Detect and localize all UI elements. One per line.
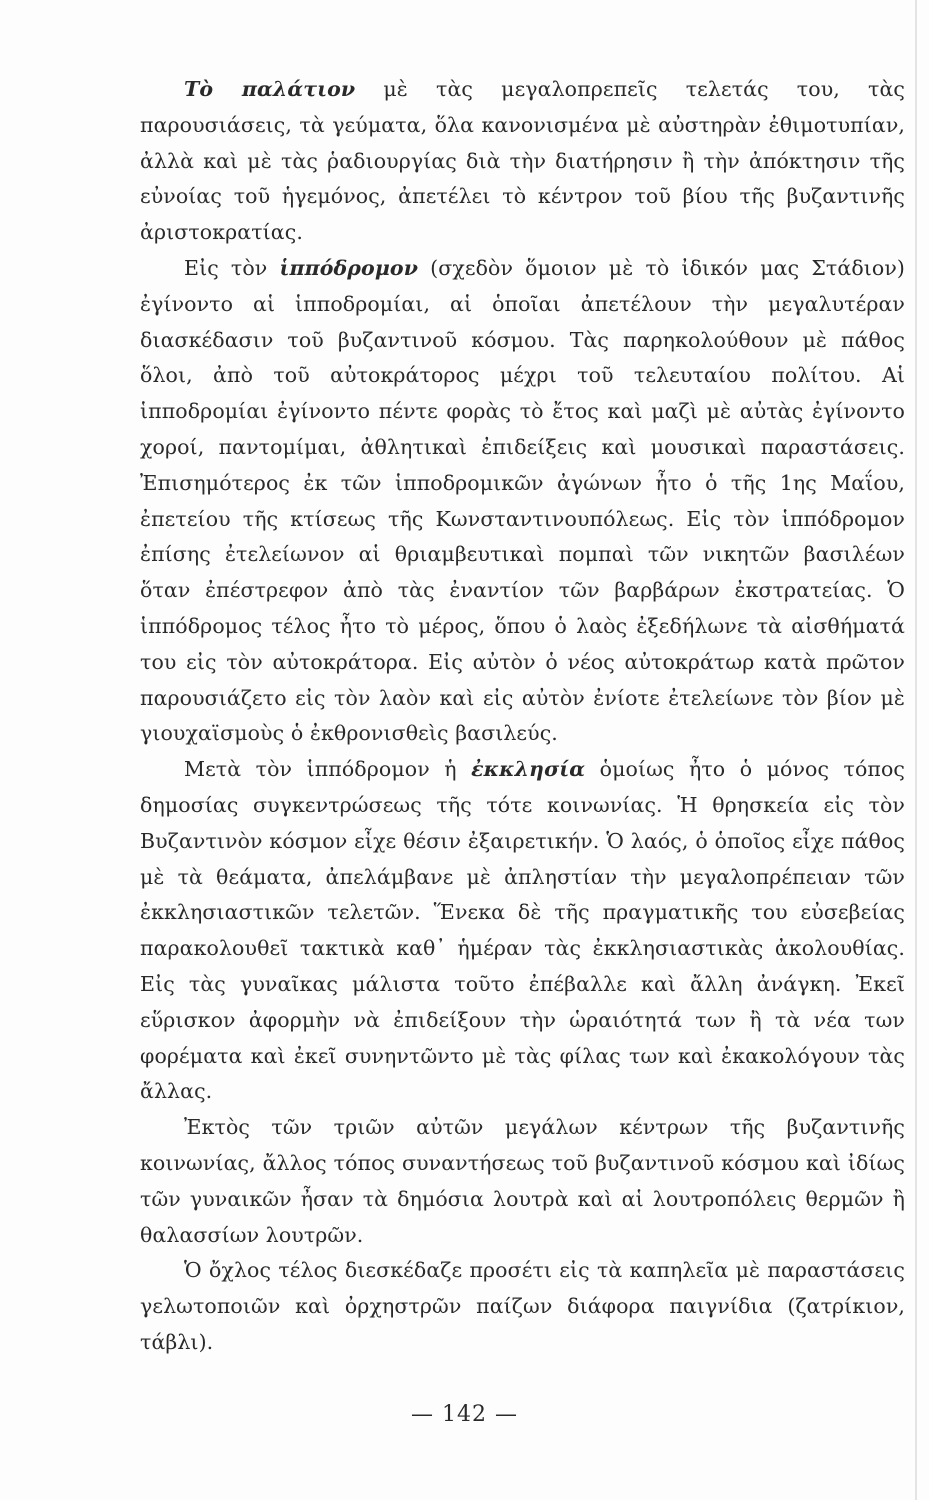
term-hippodrome: ἱππόδρομον (279, 255, 419, 280)
paragraph-text: (σχεδὸν ὅμοιον μὲ τὸ ἰδικόν μας Στάδιον) ἐγίνοντο αἱ ἱπποδρομίαι, αἱ ὁποῖαι ἀπετέλουν τὴν μεγαλυτέραν διασκέδασιν τοῦ βυζαντινοῦ κόσμου. Τὰς παρηκολούθουν μὲ πάθος ὅλοι, ἀπὸ τοῦ αὐτοκράτορος μέχρι τοῦ τελευταίου πολίτου. Αἱ ἱπποδρομίαι ἐγίνοντο πέντε φορὰς τὸ ἔτος καὶ μαζὶ μὲ αὐτὰς ἐγίνοντο χοροί, παντομίμαι, ἀθλητικαὶ ἐπιδείξεις καὶ μουσικαὶ παραστάσεις. Ἐπισημότερος ἐκ τῶν ἱπποδρομικῶν ἀγώνων ἦτο ὁ τῆς 1ης Μαΐου, ἐπετείου τῆς κτίσεως τῆς Κωνσταντινουπόλεως. Εἰς τὸν ἱππόδρομον ἐπίσης ἐτελείωνον αἱ θριαμβευτικαὶ πομπαὶ τῶν νικητῶν βασιλέων ὅταν ἐπέστρεφον ἀπὸ τὰς ἐναντίον τῶν βαρβάρων ἐκστρατείας. Ὁ ἱππόδρομος τέλος ἦτο τὸ μέρος, ὅπου ὁ λαὸς ἐξεδήλωνε τὰ αἰσθήματά του εἰς τὸν αὐτοκράτορα. Εἰς αὐτὸν ὁ νέος αὐτοκράτωρ κατὰ πρῶτον παρουσιάζετο εἰς τὸν λαὸν καὶ εἰς αὐτὸν ἐνίοτε ἐτελείωνε τὸν βίον μὲ γιουχαϊσμοὺς ὁ ἐκθρονισθεὶς βασιλεύς. (140, 255, 906, 746)
page-edge (915, 0, 917, 1500)
body-text (140, 72, 905, 1361)
paragraph-prefix: Εἰς τὸν (184, 255, 280, 280)
paragraph-text: μὲ τὰς μεγαλοπρεπεῖς τελετάς του, τὰς παρουσιάσεις, τὰ γεύματα, ὅλα κανονισμένα μὲ αὐστηρὰν ἐθιμοτυπίαν, ἀλλὰ καὶ μὲ τὰς ῥαδιουργίας διὰ τὴν διατήρησιν ἢ τὴν ἀπόκτησιν τῆς εὐνοίας τοῦ ἡγεμόνος, ἀπετέλει τὸ κέντρον τοῦ βίου τῆς βυζαντινῆς ἀριστοκρατίας. (140, 77, 905, 245)
paragraph-taverns (140, 1253, 905, 1360)
paragraph-text: Ὁ ὄχλος τέλος διεσκέδαζε προσέτι εἰς τὰ καπηλεῖα μὲ παραστάσεις γελωτοποιῶν καὶ ὀρχηστρῶν παίζων διάφορα παιγνίδια (ζατρίκιον, τάβλι). (140, 1258, 905, 1354)
paragraph-hippodrome (140, 251, 905, 752)
paragraph-prefix: Μετὰ τὸν ἱππόδρομον ἡ (184, 757, 472, 782)
paragraph-text: ὁμοίως ἦτο ὁ μόνος τόπος δημοσίας συγκεντρώσεως τῆς τότε κοινωνίας. Ἡ θρησκεία εἰς τὸν Βυζαντινὸν κόσμον εἶχε θέσιν ἐξαιρετικήν. Ὁ λαός, ὁ ὁποῖος εἶχε πάθος μὲ τὰ θεάματα, ἀπελάμβανε μὲ ἀπληστίαν τὴν μεγαλοπρέπειαν τῶν ἐκκλησιαστικῶν τελετῶν. Ἕνεκα δὲ τῆς πραγματικῆς του εὐσεβείας παρακολουθεῖ τακτικὰ καθ᾽ ἡμέραν τὰς ἐκκλησιαστικὰς ἀκολουθίας. Εἰς τὰς γυναῖκας μάλιστα τοῦτο ἐπέβαλλε καὶ ἄλλη ἀνάγκη. Ἐκεῖ εὕρισκον ἀφορμὴν νὰ ἐπιδείξουν τὴν ὡραιότητά των ἢ τὰ νέα των φορέματα καὶ ἐκεῖ συνηντῶντο μὲ τὰς φίλας των καὶ ἐκακολόγουν τὰς ἄλλας. (140, 757, 906, 1104)
term-church: ἐκκλησία (471, 757, 586, 782)
paragraph-church (140, 752, 905, 1110)
paragraph-palace (140, 72, 905, 251)
term-palace: Τὸ παλάτιον (184, 77, 356, 101)
paragraph-text: Ἐκτὸς τῶν τριῶν αὐτῶν μεγάλων κέντρων τῆς βυζαντινῆς κοινωνίας, ἄλλος τόπος συναντήσεως τοῦ βυζαντινοῦ κόσμου καὶ ἰδίως τῶν γυναικῶν ἦσαν τὰ δημόσια λουτρὰ καὶ αἱ λουτροπόλεις θερμῶν ἢ θαλασσίων λουτρῶν. (140, 1115, 905, 1247)
paragraph-baths (140, 1110, 905, 1253)
page-number: — 142 — (411, 1402, 518, 1427)
